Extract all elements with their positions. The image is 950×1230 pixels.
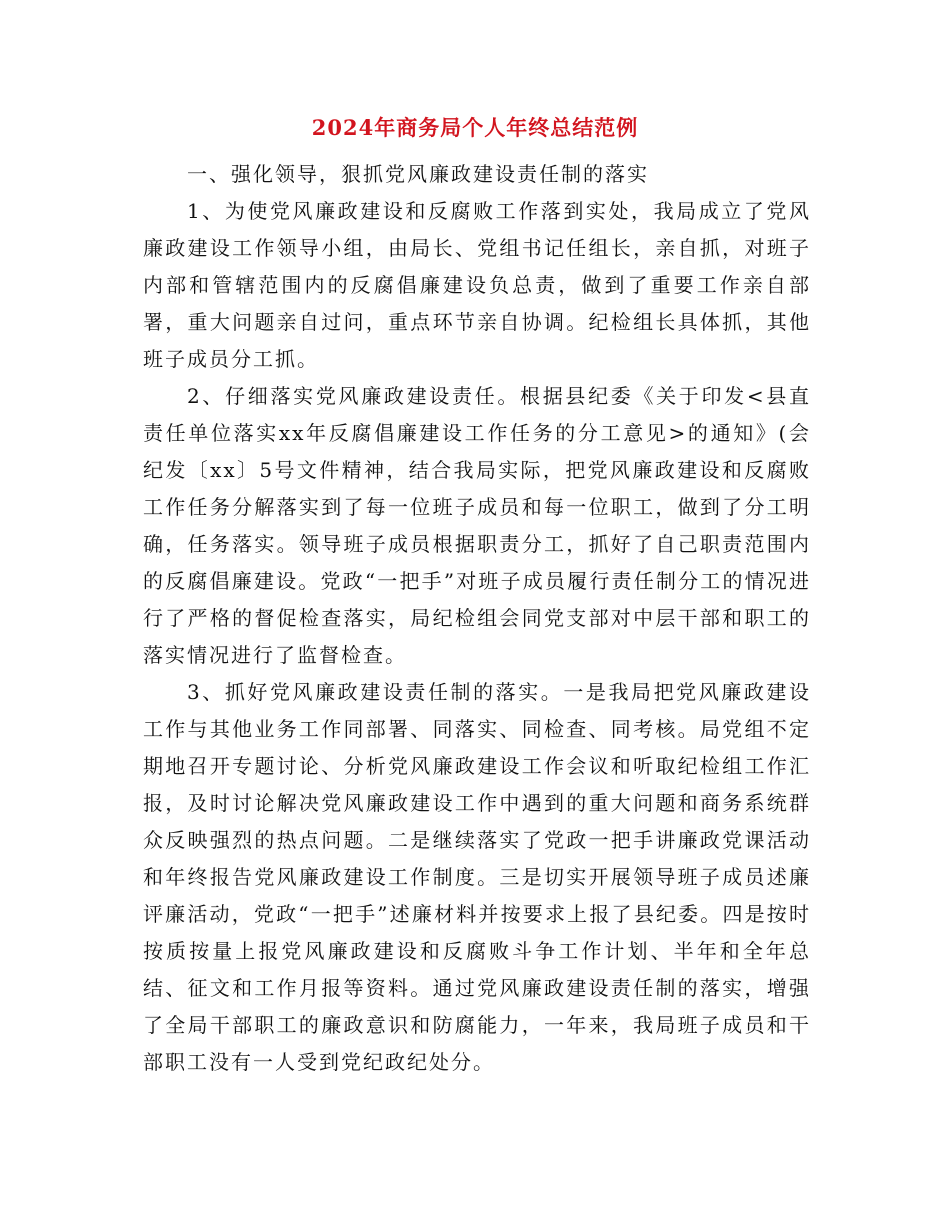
paragraph-2: 2、仔细落实党风廉政建设责任。根据县纪委《关于印发<县直责任单位落实xx年反腐倡廉建设工作任务的分工意见>的通知》(会纪发〔xx〕5号文件精神，结合我局实际，把党风廉政建设和反腐败工作任务分解落实到了每一位班子成员和每一位职工，做到了分工明确，任务落实。领导班子成员根据职责分工，抓好了自己职责范围内的反腐倡廉建设。党政“一把手”对班子成员履行责任制分工的情况进行了严格的督促检查落实，局纪检组会同党支部对中层干部和职工的落实情况进行了监督检查。 bbox=[143, 384, 811, 667]
paragraph-1: 1、为使党风廉政建设和反腐败工作落到实处，我局成立了党风廉政建设工作领导小组，由局长、党组书记任组长，亲自抓，对班子内部和管辖范围内的反腐倡廉建设负总责，做到了重要工作亲自部署，重大问题亲自过问，重点环节亲自协调。纪检组长具体抓，其他班子成员分工抓。 bbox=[143, 199, 811, 371]
section-heading-1: 一、强化领导，狠抓党风廉政建设责任制的落实 bbox=[187, 162, 649, 186]
document-title: 2024年商务局个人年终总结范例 bbox=[311, 115, 639, 140]
paragraph-3: 3、抓好党风廉政建设责任制的落实。一是我局把党风廉政建设工作与其他业务工作同部署、同落实、同检查、同考核。局党组不定期地召开专题讨论、分析党风廉政建设工作会议和听取纪检组工作汇报，及时讨论解决党风廉政建设工作中遇到的重大问题和商务系统群众反映强烈的热点问题。二是继续落实了党政一把手讲廉政党课活动和年终报告党风廉政建设工作制度。三是切实开展领导班子成员述廉评廉活动，党政“一把手”述廉材料并按要求上报了县纪委。四是按时按质按量上报党风廉政建设和反腐败斗争工作计划、半年和全年总结、征文和工作月报等资料。通过党风廉政建设责任制的落实，增强了全局干部职工的廉政意识和防腐能力，一年来，我局班子成员和干部职工没有一人受到党纪政纪处分。 bbox=[143, 680, 811, 1074]
document-body bbox=[143, 156, 811, 1081]
